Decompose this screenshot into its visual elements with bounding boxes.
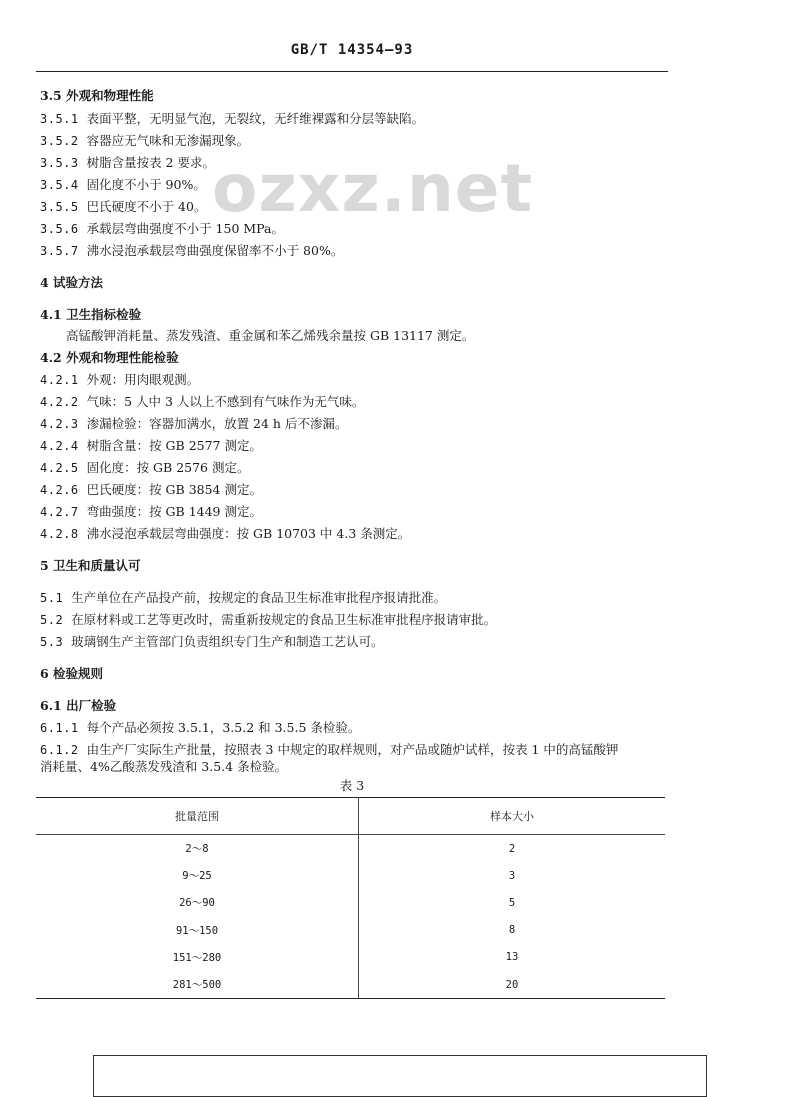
sample-size-cell: 8 bbox=[508, 924, 516, 937]
clause-number: 6.1.1 bbox=[40, 721, 79, 735]
clause-3-5-4 bbox=[40, 175, 206, 193]
table-row bbox=[36, 862, 665, 889]
clause-number: 5.1 bbox=[40, 591, 64, 605]
clause-text: 外观：用肉眼观测。 bbox=[86, 372, 200, 387]
clause-3-5-1 bbox=[40, 109, 424, 127]
clause-number: 3.5.3 bbox=[40, 156, 79, 170]
clause-4-2-5 bbox=[40, 458, 249, 476]
section-4-2-title: 4.2 外观和物理性能检验 bbox=[40, 350, 179, 365]
clause-text: 巴氏硬度不小于 40。 bbox=[86, 199, 207, 214]
document-header: GB/T 14354—93 bbox=[290, 42, 414, 58]
clause-text: 表面平整，无明显气泡，无裂纹，无纤维裸露和分层等缺陷。 bbox=[86, 111, 425, 126]
table-3 bbox=[36, 797, 665, 999]
clause-6-1-2-continued: 消耗量、4%乙酸蒸发残渣和 3.5.4 条检验。 bbox=[40, 759, 288, 774]
clause-3-5-3 bbox=[40, 153, 215, 171]
clause-4-2-7 bbox=[40, 502, 262, 520]
clause-number: 4.2.8 bbox=[40, 527, 79, 541]
clause-3-5-5 bbox=[40, 197, 206, 215]
clause-text: 生产单位在产品投产前，按规定的食品卫生标准审批程序报请批准。 bbox=[71, 590, 447, 605]
clause-number: 4.2.2 bbox=[40, 395, 79, 409]
batch-range-cell: 281～500 bbox=[36, 971, 359, 999]
table-header-row bbox=[36, 798, 665, 835]
table-row bbox=[36, 971, 665, 999]
clause-4-2-2 bbox=[40, 392, 364, 410]
clause-4-2-4 bbox=[40, 436, 262, 454]
table-row bbox=[36, 944, 665, 971]
clause-text: 树脂含量：按 GB 2577 测定。 bbox=[86, 438, 262, 453]
clause-5-1 bbox=[40, 588, 446, 606]
clause-text: 气味：5 人中 3 人以上不感到有气味作为无气味。 bbox=[86, 394, 365, 409]
batch-range-cell: 91～150 bbox=[36, 917, 359, 944]
column-header-batch-range: 批量范围 bbox=[36, 798, 359, 835]
clause-number: 6.1.2 bbox=[40, 743, 79, 757]
clause-number: 4.2.6 bbox=[40, 483, 79, 497]
section-6-title: 6 检验规则 bbox=[40, 666, 104, 681]
clause-number: 5.3 bbox=[40, 635, 64, 649]
watermark: ozxz.net bbox=[212, 150, 534, 227]
clause-number: 3.5.5 bbox=[40, 200, 79, 214]
clause-4-2-3 bbox=[40, 414, 347, 432]
sample-size-cell: 5 bbox=[508, 896, 516, 909]
clause-number: 3.5.7 bbox=[40, 244, 79, 258]
clause-text: 固化度：按 GB 2576 测定。 bbox=[86, 460, 250, 475]
section-4-title: 4 试验方法 bbox=[40, 275, 104, 290]
clause-number: 3.5.1 bbox=[40, 112, 79, 126]
clause-number: 3.5.6 bbox=[40, 222, 79, 236]
section-4-1-title: 4.1 卫生指标检验 bbox=[40, 307, 142, 322]
clause-5-3 bbox=[40, 632, 384, 650]
header-rule bbox=[36, 71, 668, 72]
section-3-5-title: 3.5 外观和物理性能 bbox=[40, 88, 154, 103]
clause-number: 4.2.1 bbox=[40, 373, 79, 387]
table-3-caption: 表 3 bbox=[339, 778, 365, 793]
clause-number: 4.2.4 bbox=[40, 439, 79, 453]
clause-number: 3.5.2 bbox=[40, 134, 79, 148]
section-5-title: 5 卫生和质量认可 bbox=[40, 558, 141, 573]
clause-6-1-2 bbox=[40, 740, 618, 758]
table-row bbox=[36, 835, 665, 863]
clause-5-2 bbox=[40, 610, 496, 628]
clause-number: 4.2.3 bbox=[40, 417, 79, 431]
clause-text: 承载层弯曲强度不小于 150 MPa。 bbox=[86, 221, 284, 236]
clause-text: 树脂含量按表 2 要求。 bbox=[86, 155, 215, 170]
sample-size-cell: 13 bbox=[505, 951, 519, 964]
clause-text: 玻璃钢生产主管部门负责组织专门生产和制造工艺认可。 bbox=[71, 634, 384, 649]
clause-4-2-6 bbox=[40, 480, 262, 498]
batch-range-cell: 2～8 bbox=[36, 835, 359, 863]
section-4-1-text: 高锰酸钾消耗量、蒸发残渣、重金属和苯乙烯残余量按 GB 13117 测定。 bbox=[66, 328, 475, 343]
clause-text: 容器应无气味和无渗漏现象。 bbox=[86, 133, 250, 148]
clause-6-1-1 bbox=[40, 718, 360, 736]
clause-text: 固化度不小于 90%。 bbox=[86, 177, 206, 192]
clause-text: 沸水浸泡承载层弯曲强度：按 GB 10703 中 4.3 条测定。 bbox=[86, 526, 411, 541]
clause-text: 渗漏检验：容器加满水，放置 24 h 后不渗漏。 bbox=[86, 416, 348, 431]
clause-text: 在原材料或工艺等更改时，需重新按规定的食品卫生标准审批程序报请审批。 bbox=[71, 612, 497, 627]
sample-size-cell: 20 bbox=[359, 971, 666, 999]
clause-text: 每个产品必须按 3.5.1，3.5.2 和 3.5.5 条检验。 bbox=[86, 720, 361, 735]
clause-number: 4.2.5 bbox=[40, 461, 79, 475]
clause-number: 4.2.7 bbox=[40, 505, 79, 519]
batch-range-cell: 151～280 bbox=[36, 944, 359, 971]
clause-3-5-7 bbox=[40, 241, 343, 259]
batch-range-cell: 9～25 bbox=[36, 862, 359, 889]
clause-text: 沸水浸泡承载层弯曲强度保留率不小于 80%。 bbox=[86, 243, 344, 258]
column-header-sample-size: 样本大小 bbox=[359, 798, 666, 835]
clause-number: 5.2 bbox=[40, 613, 64, 627]
clause-text: 由生产厂实际生产批量，按照表 3 中规定的取样规则，对产品或随炉试样，按表 1 中的高锰酸钾 bbox=[86, 742, 619, 757]
clause-3-5-2 bbox=[40, 131, 249, 149]
clause-text: 巴氏硬度：按 GB 3854 测定。 bbox=[86, 482, 262, 497]
clause-4-2-8 bbox=[40, 524, 410, 542]
section-6-1-title: 6.1 出厂检验 bbox=[40, 698, 117, 713]
table-row bbox=[36, 889, 665, 916]
clause-4-2-1 bbox=[40, 370, 199, 388]
sample-size-cell: 3 bbox=[508, 869, 516, 882]
clause-text: 弯曲强度：按 GB 1449 测定。 bbox=[86, 504, 262, 519]
sample-size-cell: 2 bbox=[508, 842, 516, 855]
table-row bbox=[36, 917, 665, 944]
clause-3-5-6 bbox=[40, 219, 284, 237]
clause-number: 3.5.4 bbox=[40, 178, 79, 192]
batch-range-cell: 26～90 bbox=[36, 889, 359, 916]
